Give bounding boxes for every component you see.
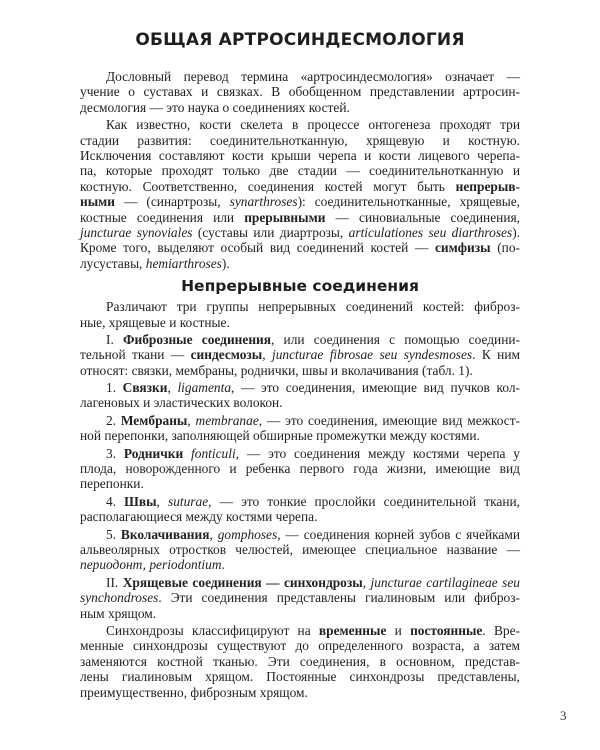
text-line: Как известно, кости скелета в процессе онтогенеза проходят три [106, 117, 520, 133]
text-line: 2. Мембраны, membranae, — это соединения, имеющие вид межкост- [106, 412, 521, 428]
term-bold: временные [318, 623, 387, 639]
term-latin: juncturae fibrosae seu syndesmoses [272, 347, 473, 363]
term-bold: прерывными [244, 209, 326, 225]
term-bold: Мембраны [120, 412, 188, 428]
section-heading: Непрерывные соединения [181, 277, 419, 296]
text-line: juncturae synoviales (суставы или диартрозы, articulationes seu diarthroses). [80, 224, 521, 240]
text-line: располагающиеся между костями черепа. [80, 509, 318, 525]
term-latin: hemiarthroses [145, 255, 222, 271]
text-line: периодонт, periodontium. [80, 557, 225, 573]
term-latin: synarthroses [229, 194, 298, 210]
term-latin: suturae [167, 493, 209, 509]
term-latin: synchondroses [80, 590, 159, 606]
page-number: 3 [560, 708, 567, 723]
term-bold: симфизы [434, 240, 491, 256]
text-line: костную. Соответственно, соединения костей могут быть непрерыв- [80, 178, 520, 194]
term-bold: Хрящевые соединения — синхондрозы [122, 574, 363, 590]
term-bold: Связки [122, 380, 168, 396]
text-line: лагеновых и эластических волокон. [80, 395, 283, 411]
text-line: плода, новорожденного и ребенка первого года жизни, имеющие вид [80, 461, 520, 477]
text-line: synchondroses. Эти соединения представлены гиалиновым или фиброз- [80, 590, 520, 606]
text-line: Синхондрозы классифицируют на временные и постоянные. Вре- [106, 623, 520, 639]
text-line: Дословный перевод термина «артросиндесмология» означает — [106, 69, 520, 84]
text-line: десмология — это наука о соединениях костей. [80, 99, 350, 115]
term-latin: membranae [195, 412, 259, 428]
paragraph-groups [80, 299, 520, 330]
paragraph-fontanelles [80, 446, 520, 492]
term-latin: периодонт, periodontium [80, 557, 222, 573]
term-bold: синдесмозы [190, 347, 263, 363]
text-line: ной перепонки, заполняющей обширные промежутки между костями. [80, 428, 480, 444]
text-line: Кроме того, выделяют особый вид соединений костей — симфизы (по- [80, 240, 520, 256]
text-line: 3. Роднички fonticuli, — это соединения между костями черепа у [106, 445, 521, 461]
text-line: стадии развития: соединительнотканную, хрящевую и костную. [80, 132, 520, 148]
paragraph-intro [80, 69, 520, 115]
text-line: перепонки. [80, 476, 144, 492]
text-line: заменяются костной тканью. Эти соединения, в основном, представ- [80, 653, 520, 669]
text-line: па, которые проходят только две стадии — соединительнотканную и [80, 163, 520, 179]
page-title: ОБЩАЯ АРТРОСИНДЕСМОЛОГИЯ [135, 30, 465, 50]
text-line: преимущественно, фиброзным хрящом. [80, 684, 308, 700]
paragraph-ligaments [80, 380, 520, 411]
text-line: менные синхондрозы существуют до определенного возраста, а затем [80, 638, 520, 654]
text-line: лусуставы, hemiarthroses). [80, 255, 230, 271]
term-bold: непрерыв- [455, 178, 520, 194]
term-bold: постоянные [410, 623, 483, 639]
term-latin: juncturae cartilagineae seu [370, 574, 521, 590]
paragraph-fibrous [80, 332, 520, 378]
term-bold: Фиброзные соединения [123, 331, 271, 347]
term-bold: Роднички [123, 445, 184, 461]
term-latin: fonticuli [191, 445, 236, 461]
text-line: 4. Швы, suturae, — это тонкие прослойки соединительной ткани, [106, 493, 521, 509]
term-latin: juncturae synoviales [80, 224, 193, 240]
paragraph-cartilaginous [80, 575, 520, 621]
term-latin: gomphoses [217, 526, 278, 542]
text-line: альвеолярных отростков челюстей, имеющее специальное название — [80, 542, 520, 558]
text-line: учение о суставах и связках. В обобщенном представлении артросин- [80, 84, 520, 100]
text-line: I. Фиброзные соединения, или соединения с помощью соедини- [106, 331, 521, 347]
text-line: тельной ткани — синдесмозы, juncturae fibrosae seu syndesmoses. К ним [80, 347, 520, 363]
text-line: ные, хрящевые и костные. [80, 314, 230, 330]
text-line: лены гиалиновым хрящом. Постоянные синхондрозы представлены, [80, 669, 520, 685]
text-line: костные соединения или прерывными — синовиальные соединения, [80, 209, 520, 225]
term-latin: articulationes seu diarthroses [348, 224, 513, 240]
term-bold: Швы [124, 493, 157, 509]
text-line: ным хрящом. [80, 605, 157, 621]
term-latin: ligamenta [177, 380, 232, 396]
text-line: 5. Вколачивания, gomphoses, — соединения корней зубов с ячейками [106, 526, 521, 542]
text-line: ными — (синартрозы, synarthroses): соединительнотканные, хрящевые, [80, 194, 520, 210]
paragraph-membranes [80, 413, 520, 444]
paragraph-sutures [80, 494, 520, 525]
text-line: 1. Связки, ligamenta, — это соединения, имеющие вид пучков кол- [106, 380, 520, 396]
term-bold: Вколачивания [120, 526, 210, 542]
text-line: II. Хрящевые соединения — синхондрозы, juncturae cartilagineae seu [106, 574, 521, 590]
term-bold: ными [80, 194, 116, 210]
paragraph-ontogenesis [80, 117, 520, 271]
text-line: Различают три группы непрерывных соединений костей: фиброз- [106, 299, 520, 315]
text-line: Исключения составляют кости крыши черепа и кости лицевого черепа- [80, 147, 520, 163]
text-line: относят: связки, мембраны, роднички, швы и вколачивания (табл. 1). [80, 362, 473, 378]
paragraph-synchondroses [80, 623, 520, 700]
paragraph-gomphoses [80, 527, 520, 573]
